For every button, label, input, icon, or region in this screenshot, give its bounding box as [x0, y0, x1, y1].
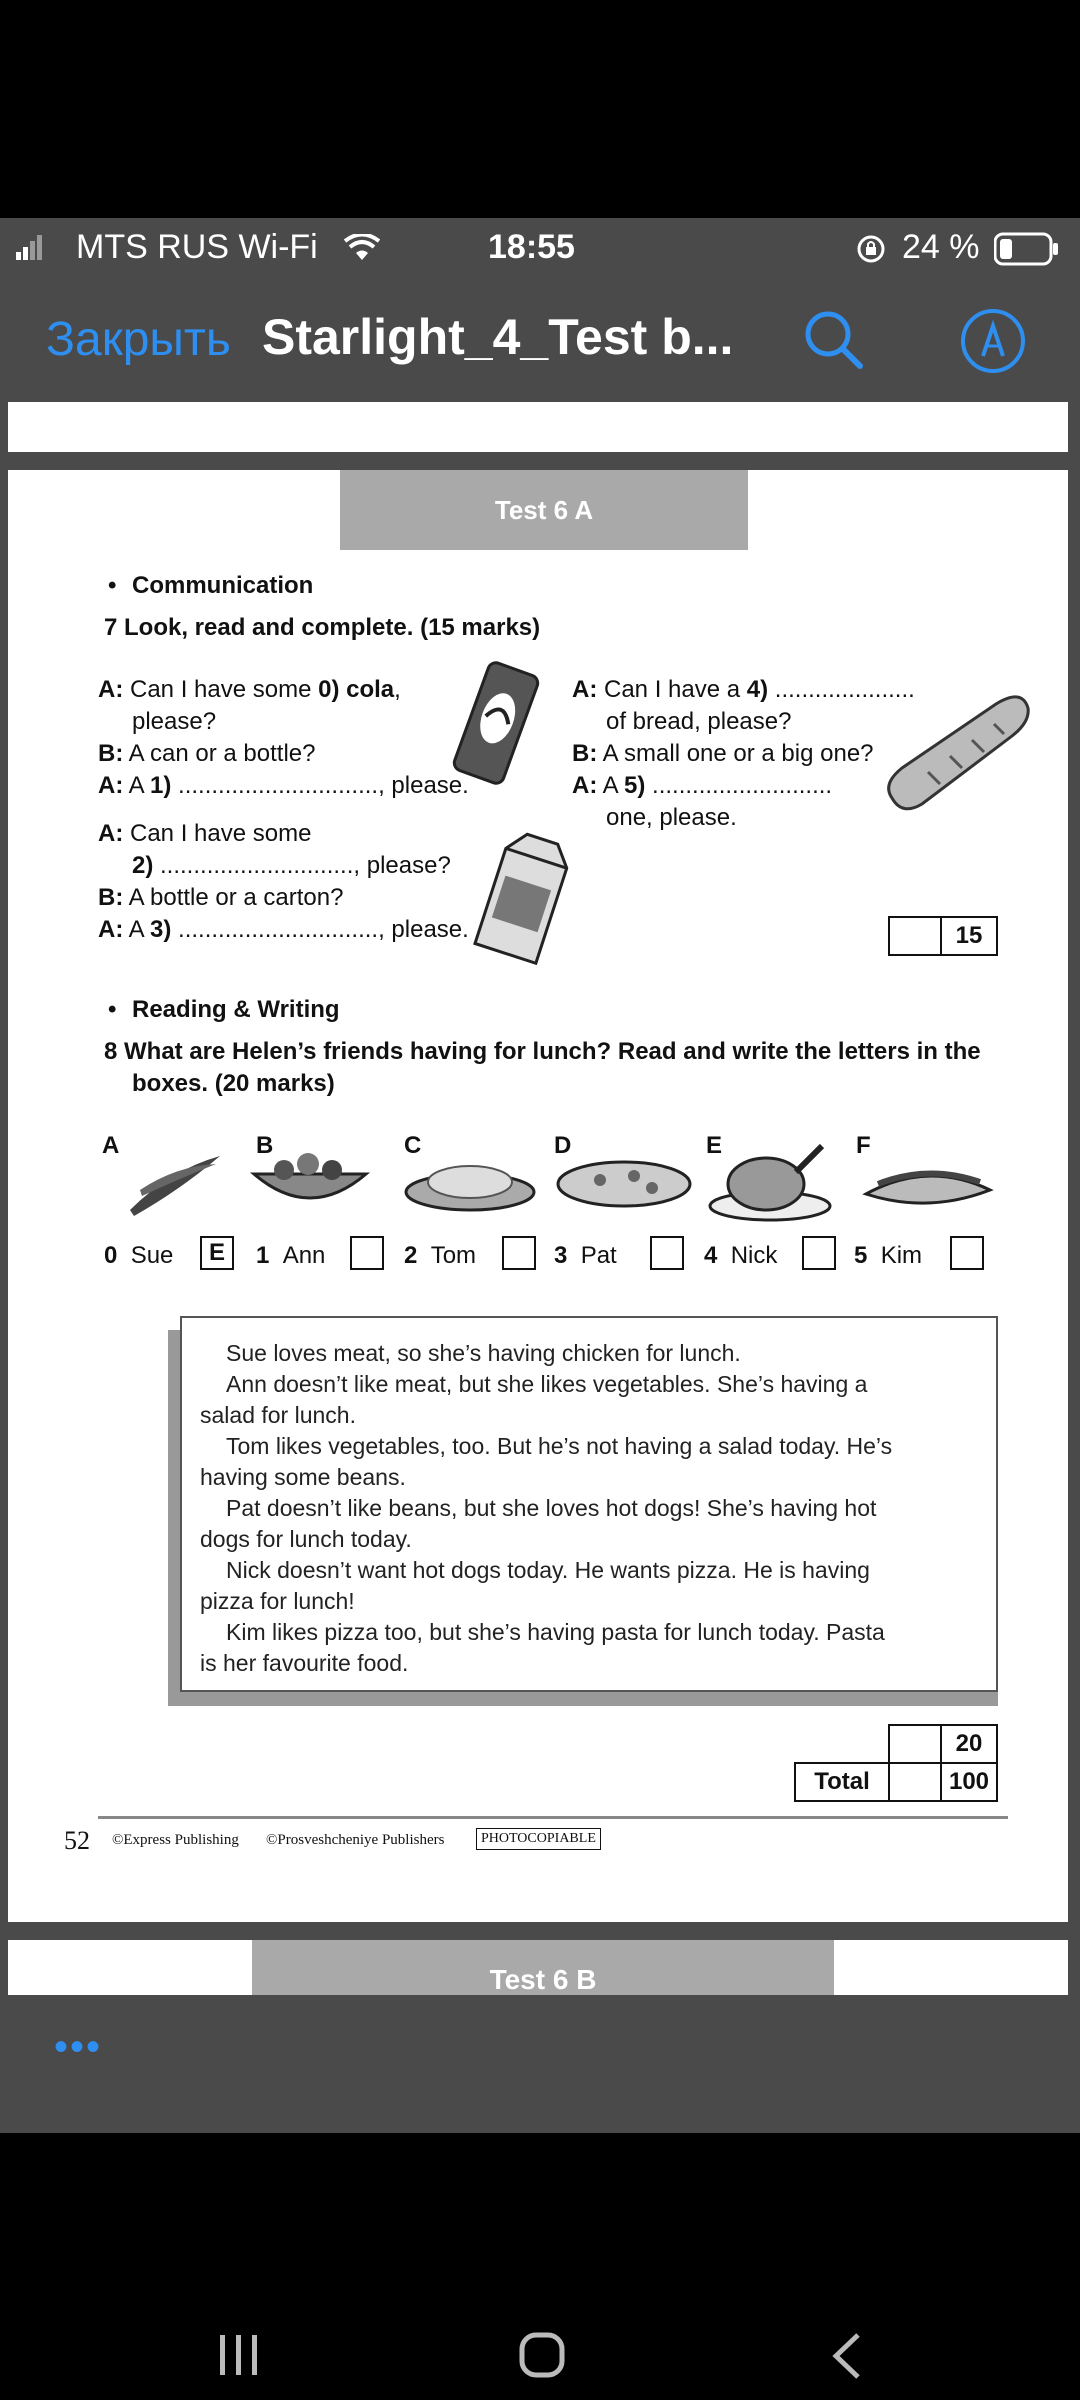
text-line: pizza for lunch!	[200, 1588, 355, 1614]
text-line: is her favourite food.	[200, 1650, 409, 1676]
person-name: Nick	[730, 1242, 778, 1269]
answer-box-3[interactable]	[650, 1236, 684, 1270]
footer-copyright-1: ©Express Publishing	[112, 1832, 239, 1848]
dialogue-1-line-1: A: Can I have some 0) cola,	[98, 676, 401, 703]
document-viewer[interactable]	[0, 402, 1080, 1995]
dialogue-1-line-3: B: A can or a bottle?	[98, 740, 316, 767]
clock: 18:55	[488, 228, 575, 266]
chicken-icon	[708, 1132, 838, 1222]
person-name: Pat	[580, 1242, 617, 1269]
milk-carton-icon	[464, 826, 582, 966]
section-reading-writing: Reading & Writing	[132, 996, 340, 1023]
markup-icon[interactable]	[958, 306, 1028, 376]
text-line: Kim likes pizza too, but she’s having pasta for lunch today. Pasta	[226, 1619, 885, 1645]
question-7: 7 Look, read and complete. (15 marks)	[104, 614, 541, 641]
answer-box-5[interactable]	[950, 1236, 984, 1270]
signal-icon	[16, 234, 42, 260]
system-navigation-bar	[0, 2133, 1080, 2400]
text-line: salad for lunch.	[200, 1402, 356, 1428]
pasta-icon	[402, 1150, 538, 1214]
score-box-empty	[888, 1724, 942, 1764]
person-name: Tom	[430, 1242, 477, 1269]
photocopiable-label: PHOTOCOPIABLE	[476, 1828, 601, 1850]
bread-icon	[878, 688, 1032, 818]
top-nav-bar	[0, 278, 1080, 402]
question-8-line-1: 8 What are Helen’s friends having for lunch? Read and write the letters in the	[104, 1038, 981, 1065]
dialogue-2-line-1: A: Can I have a 4) .....................	[572, 676, 915, 703]
battery-percent: 24 %	[902, 228, 980, 266]
dialogue-2-line-3: B: A small one or a big one?	[572, 740, 874, 767]
footer-copyright-2: ©Prosveshcheniye Publishers	[266, 1832, 445, 1848]
search-icon[interactable]	[800, 306, 866, 372]
next-test-title: Test 6 B	[252, 1940, 834, 1995]
text-line: Sue loves meat, so she’s having chicken for lunch.	[226, 1340, 741, 1366]
person-name: Sue	[130, 1242, 174, 1269]
page-number: 52	[64, 1826, 90, 1855]
total-score: 100	[940, 1762, 998, 1802]
section-bullet: •	[108, 572, 117, 599]
score-box-empty	[888, 916, 942, 956]
answer-box-1[interactable]	[350, 1236, 384, 1270]
footer-rule	[98, 1816, 1008, 1819]
picture-letter-a: A	[102, 1132, 120, 1159]
carrier-label: MTS RUS Wi-Fi	[76, 228, 318, 266]
document-title: Starlight_4_Test b...	[262, 309, 734, 365]
more-options-button[interactable]: •••	[54, 2025, 103, 2069]
reading-text-panel	[180, 1316, 998, 1692]
close-button[interactable]: Закрыть	[46, 313, 231, 366]
beans-icon	[120, 1140, 230, 1220]
status-bar	[0, 218, 1080, 278]
next-page	[8, 1940, 1068, 1995]
score-box-15: 15	[940, 916, 998, 956]
test-title: Test 6 A	[340, 470, 748, 550]
text-line: dogs for lunch today.	[200, 1526, 412, 1552]
home-icon[interactable]	[518, 2331, 568, 2381]
dialogue-2-line-4: A: A 5) ...........................	[572, 772, 833, 799]
text-line: Nick doesn’t want hot dogs today. He wants pizza. He is having	[226, 1557, 870, 1583]
document-page: Test 6 A • Communication 7 Look, read and complete. (15 marks) A: Can I have some 0) cola, please? B: A can or a bottle? A: A 1) .............................., please. A: Can I have a 4) ..................... of bread, please? B: A small one or a big one? A: A 5) ........................... one, please. A: Can I have some 2) ............................., please? B: A bottle or a carton? A: A 3) .............................., please. 15 • Reading & Writing 8 What are Helen’s friends having for lunch? Read and write the letters in the boxes. (20 marks) A B C D E F 0 Sue E 1 Ann 2 Tom 3 Pat 4 Nick 5 Kim Sue loves meat, so she’s having chicken for lunch. Ann doesn’t like meat, but she likes vegetables. She’s having a salad for lunch. Tom likes vegetables, too. But he’s not having a salad today. He’s having some beans. Pat doesn’t like beans, but she loves hot dogs! She’s having hot dogs for lunch today. Nick doesn’t want hot dogs today. He wants pizza. He is having pizza for lunch! Kim likes pizza too, but she’s having pasta for lunch today. Pasta is her favourite food. 20 Total 100 52 ©Express Publishing ©Prosveshcheniye Publishers PHOTOCOPIABLE	[8, 470, 1068, 1922]
text-line: Tom likes vegetables, too. But he’s not having a salad today. He’s	[226, 1433, 893, 1459]
answer-box-4[interactable]	[802, 1236, 836, 1270]
score-box-empty	[888, 1762, 942, 1802]
recent-apps-icon[interactable]	[218, 2333, 264, 2379]
picture-letter-b: B	[256, 1132, 274, 1159]
text-line: Pat doesn’t like beans, but she loves hot dogs! She’s having hot	[226, 1495, 877, 1521]
text-line: Ann doesn’t like meat, but she likes vegetables. She’s having a	[226, 1371, 868, 1397]
dialogue-2-line-2: of bread, please?	[606, 708, 792, 735]
wifi-icon	[344, 234, 380, 262]
answer-row: 0 Sue	[104, 1242, 174, 1269]
dialogue-3-line-4: A: A 3) .............................., please.	[98, 916, 469, 943]
dialogue-1-line-2: please?	[132, 708, 217, 735]
picture-letter-f: F	[856, 1132, 871, 1159]
dialogue-1-line-4: A: A 1) .............................., please.	[98, 772, 469, 799]
text-line: having some beans.	[200, 1464, 406, 1490]
previous-page	[8, 402, 1068, 452]
hot-dogs-icon	[858, 1150, 998, 1214]
total-label: Total	[794, 1762, 890, 1802]
section-communication: Communication	[132, 572, 314, 599]
dialogue-3-line-3: B: A bottle or a carton?	[98, 884, 344, 911]
dialogue-2-line-5: one, please.	[606, 804, 737, 831]
battery-icon	[994, 232, 1060, 266]
cola-can-icon	[440, 658, 552, 788]
person-name: Kim	[880, 1242, 923, 1269]
score-box-20: 20	[940, 1724, 998, 1764]
picture-letter-c: C	[404, 1132, 422, 1159]
dialogue-3-line-2: 2) ............................., please?	[132, 852, 451, 879]
picture-letter-e: E	[706, 1132, 723, 1159]
salad-icon	[248, 1152, 372, 1212]
answer-box-2[interactable]	[502, 1236, 536, 1270]
back-icon[interactable]	[828, 2331, 868, 2381]
picture-letter-d: D	[554, 1132, 572, 1159]
question-8-line-2: boxes. (20 marks)	[132, 1070, 335, 1097]
rotation-lock-icon	[856, 234, 886, 264]
answer-box-0[interactable]: E	[200, 1236, 234, 1270]
dialogue-3-line-1: A: Can I have some	[98, 820, 312, 847]
pizza-icon	[554, 1156, 694, 1212]
bottom-toolbar	[0, 1995, 1080, 2133]
person-name: Ann	[282, 1242, 326, 1269]
